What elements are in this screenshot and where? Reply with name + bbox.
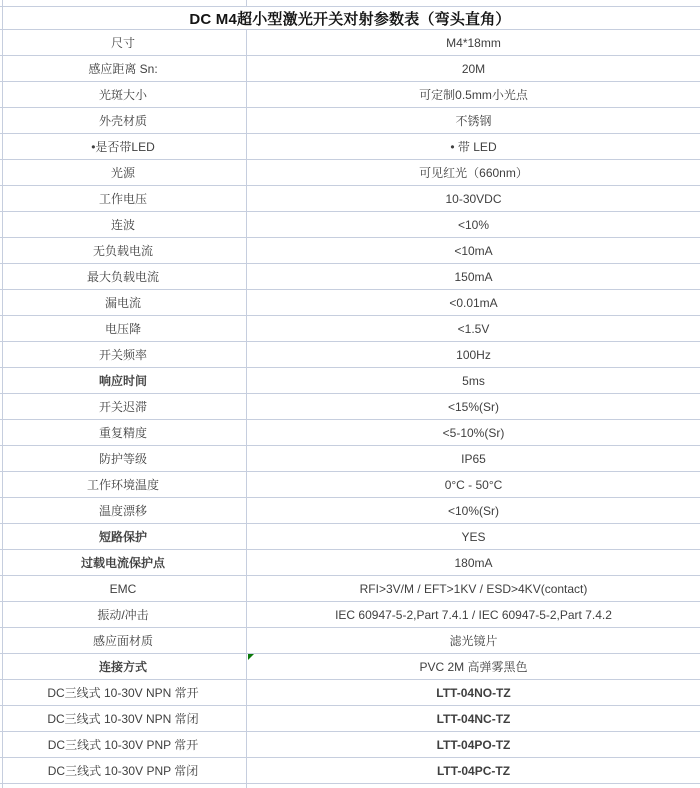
error-flag-icon <box>248 654 254 660</box>
page-title: DC M4超小型激光开关对射参数表（弯头直角） <box>189 10 511 28</box>
param-name-cell[interactable]: 光源 <box>0 160 247 185</box>
table-row <box>0 82 700 108</box>
param-value-cell[interactable]: 100Hz <box>456 347 491 362</box>
param-value-cell[interactable]: LTT-04NC-TZ <box>436 711 511 726</box>
table-row <box>0 212 700 238</box>
table-row <box>0 342 700 368</box>
table-row <box>0 732 700 758</box>
table-row <box>0 706 700 732</box>
param-name-cell[interactable]: 防护等级 <box>0 446 247 471</box>
param-name-cell[interactable]: 振动/冲击 <box>0 602 247 627</box>
param-name-cell[interactable]: 外壳材质 <box>0 108 247 133</box>
param-value-cell[interactable]: <10mA <box>454 243 493 258</box>
param-name-cell[interactable]: 电压降 <box>0 316 247 341</box>
table-row <box>0 368 700 394</box>
param-value-cell[interactable]: <1.5V <box>457 321 490 336</box>
table-row <box>0 160 700 186</box>
table-row <box>0 498 700 524</box>
param-value-cell[interactable]: RFI>3V/M / EFT>1KV / ESD>4KV(contact) <box>359 581 588 596</box>
param-value-cell[interactable]: <0.01mA <box>449 295 498 310</box>
param-value-cell[interactable]: 不锈钢 <box>455 113 492 128</box>
param-name-cell[interactable]: 工作电压 <box>0 186 247 211</box>
param-value-cell[interactable]: 150mA <box>454 269 493 284</box>
param-name-cell[interactable]: 尺寸 <box>0 30 247 55</box>
param-name-cell[interactable]: DC三线式 10-30V PNP 常开 <box>0 732 247 757</box>
top-partial-row <box>0 0 700 6</box>
table-row <box>0 576 700 602</box>
param-value-cell[interactable]: YES <box>461 529 486 544</box>
table-row <box>0 108 700 134</box>
table-row <box>0 680 700 706</box>
param-value-cell[interactable]: IP65 <box>461 451 486 466</box>
param-name-cell[interactable]: 响应时间 <box>0 368 247 393</box>
param-name-cell[interactable]: 漏电流 <box>0 290 247 315</box>
param-value-cell[interactable]: LTT-04PC-TZ <box>436 763 511 778</box>
bottom-partial-label-cell <box>0 784 247 788</box>
table-row <box>0 56 700 82</box>
table-row <box>0 316 700 342</box>
table-row <box>0 654 700 680</box>
param-name-cell[interactable]: 工作环境温度 <box>0 472 247 497</box>
table-row <box>0 446 700 472</box>
param-name-cell[interactable]: •是否带LED <box>0 134 247 159</box>
param-value-cell[interactable]: 滤光镜片 <box>449 633 498 648</box>
param-name-cell[interactable]: 过载电流保护点 <box>0 550 247 575</box>
sheet-left-gridline <box>2 0 3 788</box>
top-partial-value-cell <box>247 0 700 6</box>
table-row <box>0 290 700 316</box>
param-name-cell[interactable]: 短路保护 <box>0 524 247 549</box>
table-row <box>0 550 700 576</box>
param-name-cell[interactable]: 开关频率 <box>0 342 247 367</box>
param-name-cell[interactable]: DC三线式 10-30V NPN 常闭 <box>0 706 247 731</box>
param-value-cell[interactable]: <15%(Sr) <box>447 399 500 414</box>
param-value-cell[interactable]: 180mA <box>454 555 493 570</box>
param-value-cell[interactable]: 可见红光（660nm） <box>419 165 528 180</box>
param-value-cell[interactable]: 20M <box>461 61 486 76</box>
table-row <box>0 30 700 56</box>
param-value-cell[interactable]: <5-10%(Sr) <box>442 425 505 440</box>
param-value-cell[interactable]: 5ms <box>462 373 485 388</box>
bottom-partial-value-cell <box>247 784 700 788</box>
table-row <box>0 524 700 550</box>
table-row <box>0 264 700 290</box>
table-row <box>0 134 700 160</box>
param-value-cell[interactable]: <10% <box>457 217 490 232</box>
param-value-cell[interactable]: M4*18mm <box>446 35 501 50</box>
table-row <box>0 628 700 654</box>
table-row <box>0 472 700 498</box>
bottom-partial-row <box>0 784 700 788</box>
param-name-cell[interactable]: 重复精度 <box>0 420 247 445</box>
table-row <box>0 394 700 420</box>
param-name-cell[interactable]: 连接方式 <box>0 654 247 679</box>
param-name-cell[interactable]: 光斑大小 <box>0 82 247 107</box>
param-name-cell[interactable]: 开关迟滞 <box>0 394 247 419</box>
param-name-cell[interactable]: DC三线式 10-30V PNP 常闭 <box>0 758 247 783</box>
param-name-cell[interactable]: 最大负载电流 <box>0 264 247 289</box>
param-name-cell[interactable]: 感应距离 Sn: <box>0 56 247 81</box>
table-row <box>0 602 700 628</box>
param-value-cell[interactable]: LTT-04NO-TZ <box>436 685 511 700</box>
param-value-cell[interactable]: <10%(Sr) <box>447 503 500 518</box>
param-name-cell[interactable]: 连波 <box>0 212 247 237</box>
param-name-cell[interactable]: EMC <box>0 576 247 601</box>
top-partial-label-cell <box>0 0 247 6</box>
param-value-cell[interactable]: IEC 60947-5-2,Part 7.4.1 / IEC 60947-5-2,Part 7.4.2 <box>335 607 612 622</box>
param-value-cell[interactable]: PVC 2M 高弹雾黑色 <box>247 654 700 679</box>
param-value-cell[interactable]: 0°C - 50°C <box>444 477 503 492</box>
table-row <box>0 758 700 784</box>
table-row <box>0 186 700 212</box>
param-name-cell[interactable]: 无负载电流 <box>0 238 247 263</box>
table-row <box>0 238 700 264</box>
title-merged-cell[interactable] <box>0 6 700 30</box>
param-value-cell[interactable]: 10-30VDC <box>445 191 502 206</box>
param-name-cell[interactable]: 感应面材质 <box>0 628 247 653</box>
param-value-cell[interactable]: 可定制0.5mm小光点 <box>419 87 528 102</box>
table-row <box>0 420 700 446</box>
param-value-cell[interactable]: LTT-04PO-TZ <box>436 737 511 752</box>
param-value-cell[interactable]: • 带 LED <box>450 139 497 154</box>
spec-rows-container <box>0 30 700 784</box>
param-name-cell[interactable]: DC三线式 10-30V NPN 常开 <box>0 680 247 705</box>
param-name-cell[interactable]: 温度漂移 <box>0 498 247 523</box>
